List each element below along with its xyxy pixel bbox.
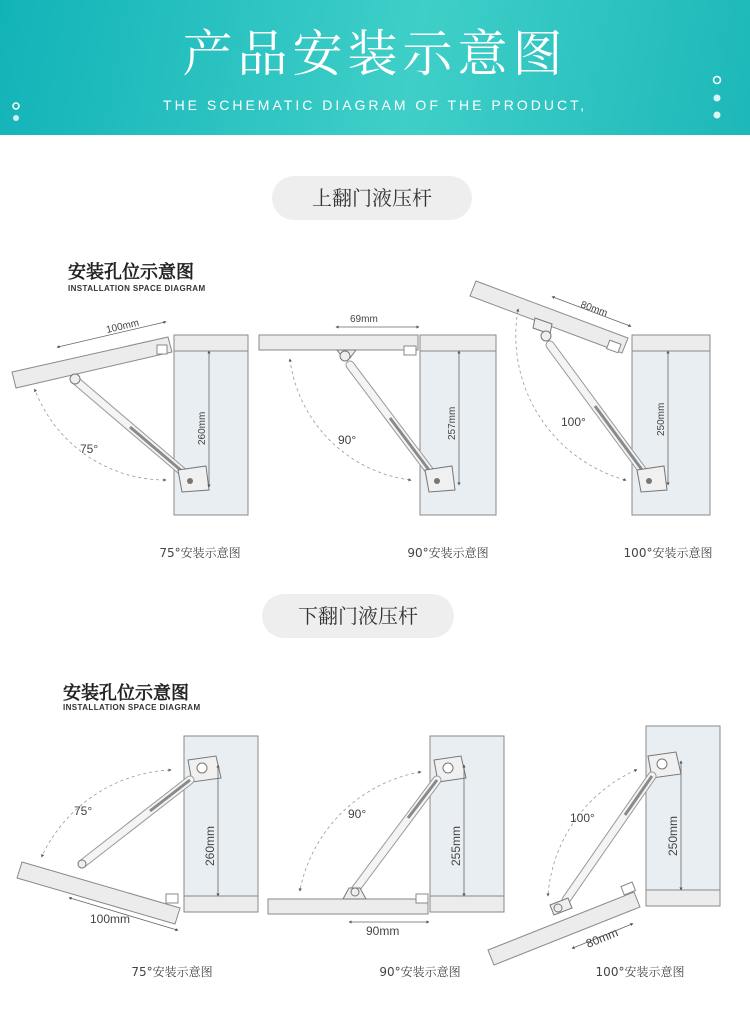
width-label: 80mm: [583, 925, 621, 951]
bracket: [178, 466, 209, 492]
angle-label: 90°: [348, 807, 367, 821]
section-title: 安装孔位示意图: [63, 683, 189, 704]
caption-top-90: 90°安装示意图: [407, 546, 489, 560]
bracket: [637, 466, 667, 492]
height-label: 250mm: [656, 402, 667, 436]
door-panel: [12, 337, 172, 388]
diagram-top-75: [12, 318, 248, 515]
hinge-block: [157, 345, 167, 354]
diagram-top-100: [470, 281, 710, 515]
width-label: 90mm: [366, 924, 400, 938]
page-subtitle: THE SCHEMATIC DIAGRAM OF THE PRODUCT,: [163, 97, 587, 113]
height-label: 255mm: [449, 825, 463, 866]
cabinet-top-board: [174, 335, 248, 351]
caption-bottom-90: 90°安装示意图: [379, 965, 461, 979]
height-label: 260mm: [203, 825, 217, 866]
section-subtitle: INSTALLATION SPACE DIAGRAM: [68, 284, 206, 293]
hinge-block: [416, 894, 428, 903]
angle-label: 100°: [570, 811, 595, 825]
hinge-block: [166, 894, 178, 903]
section-pill-lift-up: 上翻门液压杆: [272, 176, 472, 220]
page-title: 产品安装示意图: [182, 25, 568, 83]
caption-bottom-75: 75°安装示意图: [131, 965, 213, 979]
angle-label: 100°: [561, 415, 586, 429]
angle-label: 75°: [80, 442, 99, 456]
diagram-bottom-100: [488, 726, 720, 965]
caption-top-75: 75°安装示意图: [159, 546, 241, 560]
width-label: 69mm: [350, 314, 378, 325]
width-label: 80mm: [578, 299, 609, 320]
height-label: 250mm: [666, 815, 680, 856]
cabinet-bottom-board: [646, 890, 720, 906]
section-pill-flap-down: 下翻门液压杆: [262, 594, 454, 638]
section-title: 安装孔位示意图: [68, 262, 194, 283]
diagram-top-90: [259, 314, 496, 515]
hinge-block: [404, 346, 416, 355]
diagram-bottom-75: [17, 736, 258, 930]
height-label: 260mm: [197, 411, 208, 445]
angle-label: 90°: [338, 433, 357, 447]
width-label: 100mm: [90, 912, 131, 926]
cabinet-top-board: [420, 335, 496, 351]
caption-top-100: 100°安装示意图: [623, 546, 713, 560]
cabinet-bottom-board: [184, 896, 258, 912]
height-label: 257mm: [447, 406, 458, 440]
cabinet-panel: [646, 726, 720, 890]
width-label: 100mm: [105, 317, 141, 336]
cabinet-top-board: [632, 335, 710, 351]
door-panel: [268, 899, 428, 914]
angle-label: 75°: [74, 804, 93, 818]
diagram-bottom-90: [268, 736, 504, 938]
cabinet-bottom-board: [430, 896, 504, 912]
caption-bottom-100: 100°安装示意图: [595, 965, 685, 979]
bracket: [425, 466, 455, 492]
section-subtitle: INSTALLATION SPACE DIAGRAM: [63, 703, 201, 712]
door-panel: [259, 335, 418, 350]
